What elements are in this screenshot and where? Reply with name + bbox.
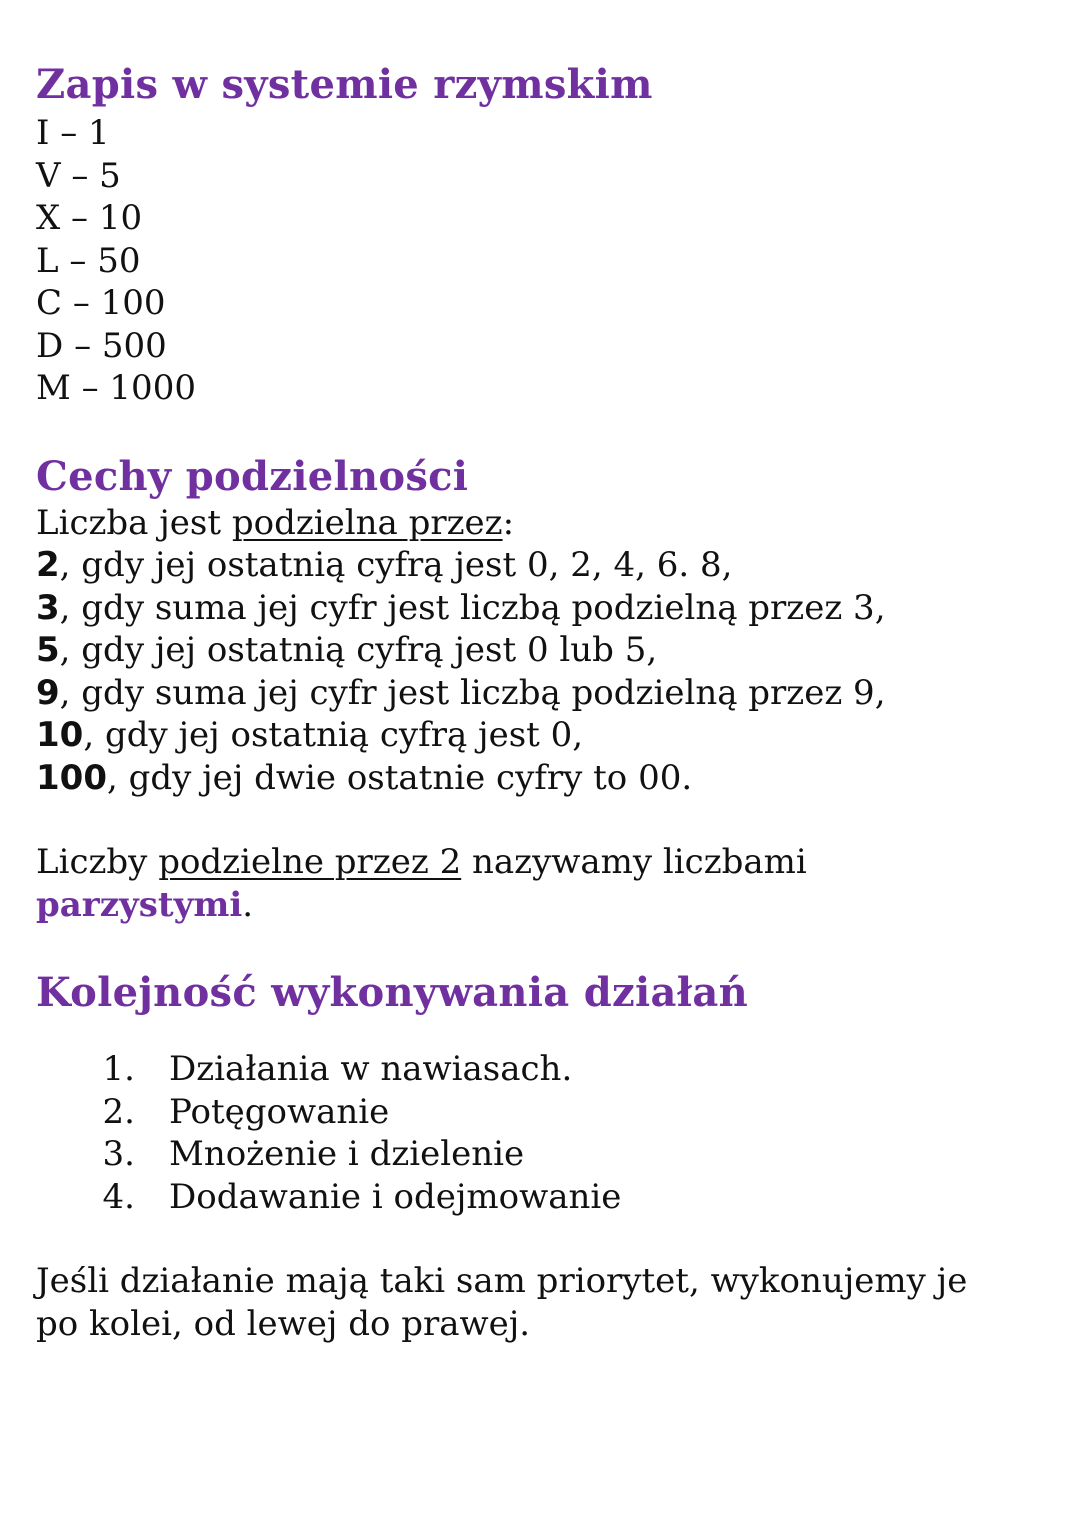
even-term: parzystymi — [36, 884, 243, 925]
order-list — [36, 1048, 1046, 1218]
roman-item: X – 10 — [36, 198, 143, 238]
roman-item: C – 100 — [36, 283, 166, 323]
rule-text: , gdy jej ostatnią cyfrą jest 0 lub 5, — [59, 630, 658, 670]
divisibility-rule — [36, 672, 1046, 715]
even-prefix: Liczby — [36, 842, 159, 882]
rule-number: 100 — [36, 757, 107, 798]
list-item — [36, 1176, 1046, 1219]
list-text: Działania w nawiasach. — [169, 1049, 573, 1089]
rule-text: , gdy jej ostatnią cyfrą jest 0, 2, 4, 6. 8, — [59, 545, 733, 585]
priority-note-line: po kolei, od lewej do prawej. — [36, 1304, 531, 1344]
divisibility-section — [36, 452, 1046, 927]
list-item — [36, 1091, 1046, 1134]
even-end: . — [242, 884, 254, 925]
divisibility-heading: Cechy podzielności — [36, 452, 469, 500]
spacer — [36, 799, 1046, 841]
rule-text: , gdy suma jej cyfr jest liczbą podzielną przez 9, — [59, 672, 886, 713]
list-text: Mnożenie i dzielenie — [169, 1134, 525, 1174]
list-item — [36, 1048, 1046, 1091]
roman-numerals-heading: Zapis w systemie rzymskim — [36, 61, 653, 108]
divisibility-rule — [36, 587, 1046, 630]
divisibility-rule — [36, 757, 1046, 800]
roman-item: L – 50 — [36, 240, 141, 281]
roman-item: M – 1000 — [36, 368, 196, 408]
priority-note — [36, 1260, 1046, 1346]
even-numbers-note — [36, 841, 1046, 884]
rule-number: 10 — [36, 715, 84, 755]
intro-prefix: Liczba jest — [36, 502, 232, 543]
divisibility-rule — [36, 629, 1046, 672]
even-underlined: podzielne przez 2 — [158, 842, 462, 882]
rule-number: 2 — [36, 545, 60, 585]
divisibility-intro — [36, 502, 1046, 545]
roman-item: V – 5 — [36, 155, 121, 196]
priority-note-line: Jeśli działanie mają taki sam priorytet, wykonujemy je — [36, 1261, 968, 1301]
list-index: 1. — [102, 1049, 135, 1089]
intro-suffix: : — [502, 502, 515, 543]
even-suffix: nazywamy liczbami — [461, 842, 807, 882]
list-text: Potęgowanie — [169, 1091, 390, 1132]
list-text: Dodawanie i odejmowanie — [169, 1176, 622, 1217]
order-of-operations-heading: Kolejność wykonywania działań — [36, 969, 749, 1016]
roman-item: I – 1 — [36, 113, 110, 153]
list-index: 3. — [102, 1134, 135, 1174]
rule-text: , gdy suma jej cyfr jest liczbą podzielną przez 3, — [59, 587, 886, 628]
divisibility-rule — [36, 544, 1046, 587]
list-item — [36, 1133, 1046, 1176]
rule-number: 9 — [36, 672, 60, 713]
intro-underlined: podzielna przez — [231, 502, 503, 543]
rule-text: , gdy jej ostatnią cyfrą jest 0, — [83, 715, 584, 755]
list-index: 4. — [102, 1176, 135, 1217]
even-numbers-term-line — [36, 884, 1046, 927]
divisibility-rule — [36, 714, 1046, 757]
rule-number: 5 — [36, 630, 60, 670]
document-page — [36, 60, 1046, 1346]
rule-number: 3 — [36, 587, 60, 628]
order-of-operations-section — [36, 968, 1046, 1346]
roman-item: D – 500 — [36, 325, 167, 366]
roman-numerals-section — [36, 60, 1046, 410]
list-index: 2. — [102, 1091, 135, 1132]
rule-text: , gdy jej dwie ostatnie cyfry to 00. — [106, 757, 693, 798]
